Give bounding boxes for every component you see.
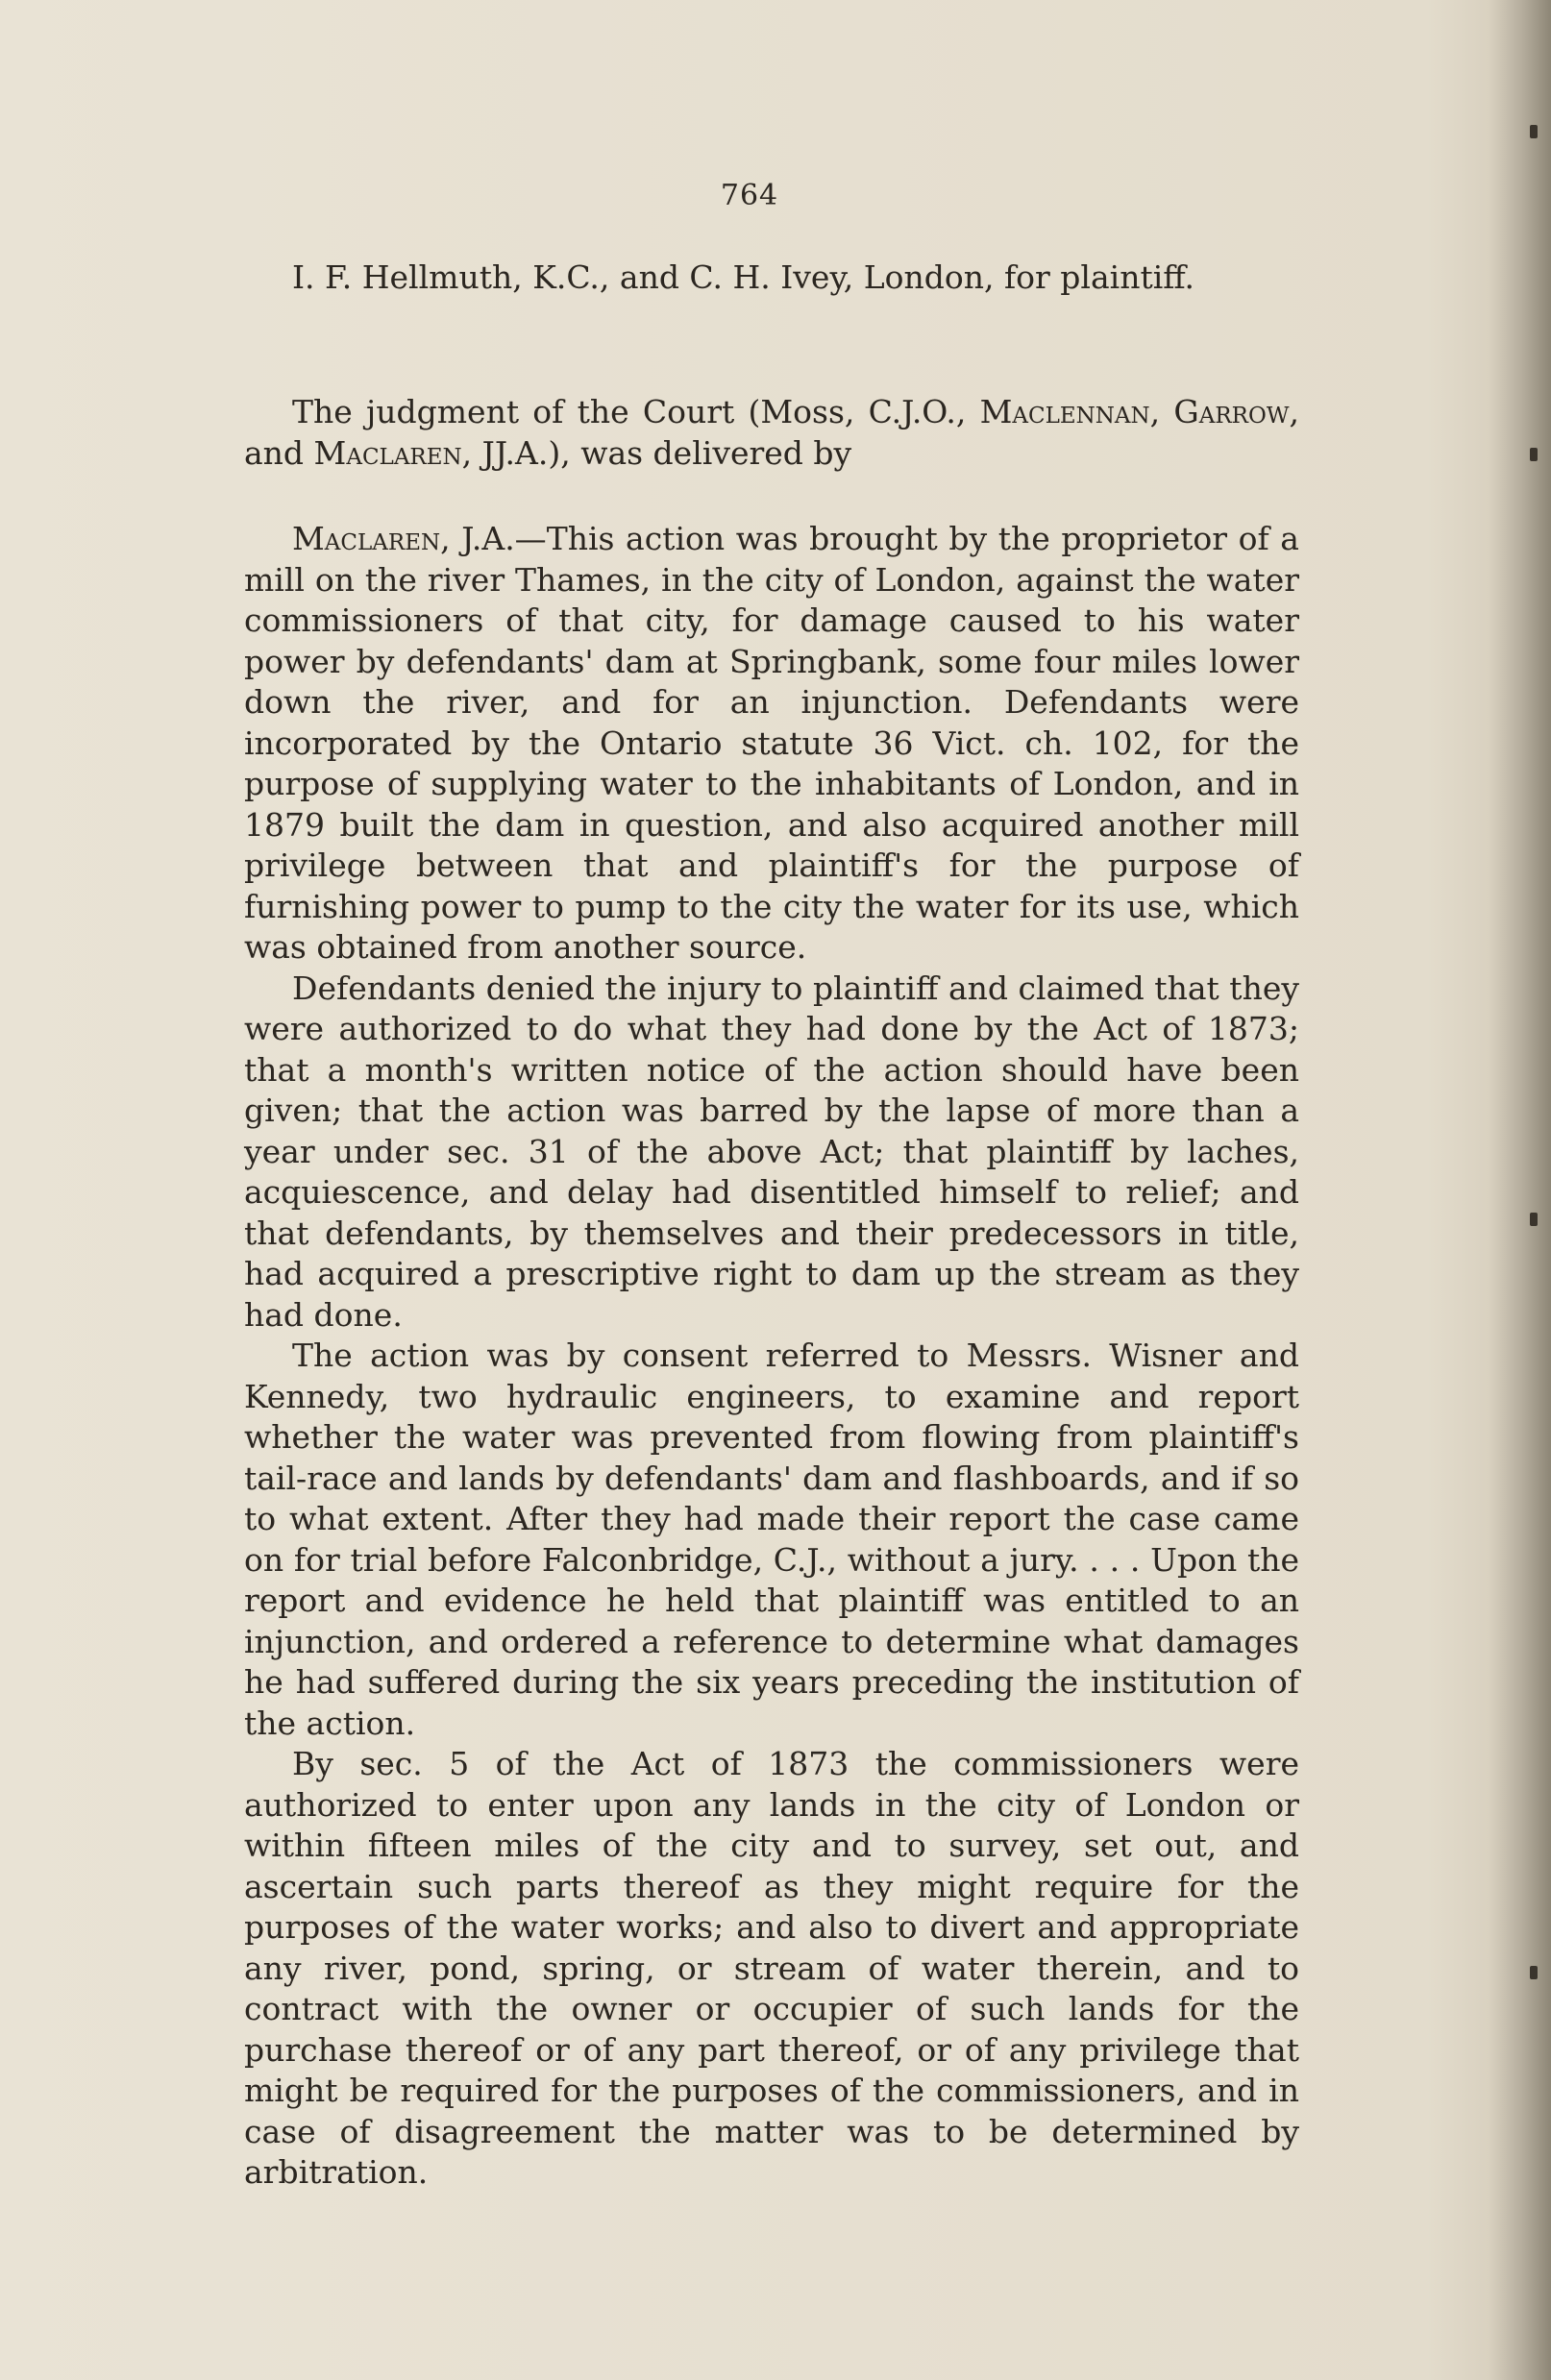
judge-name: Maclaren [313, 433, 462, 472]
opinion-speaker-suffix: , J.A.— [440, 520, 547, 557]
judgment-intro-paragraph [244, 392, 1299, 474]
counsel-section [244, 258, 1299, 299]
binding-mark [1530, 125, 1538, 138]
opinion-text: This action was brought by the proprietor of a mill on the river Thames, in the city of London, against the water commissioners of that city, for damage caused to his water power by defendants' dam at Springbank, some four miles lower down the river, and for an injunction. Defendants were incorporated by the Ontario statute 36 Vict. ch. 102, for the purpose of supplying water to the inhabitants of London, and in 1879 built the dam in question, and also acquired another mill privilege between that and plaintiff's for the purpose of furnishing power to pump to the city the water for its use, which was obtained from another source. [244, 520, 1299, 966]
judgment-intro-separator: , and [244, 393, 1299, 472]
binding-mark [1530, 448, 1538, 461]
binding-mark [1530, 1213, 1538, 1226]
judgment-intro-suffix: , JJ.A.), was delivered by [461, 433, 852, 472]
binding-mark [1530, 1966, 1538, 1979]
judgment-intro-prefix: The judgment of the Court (Moss, C.J.O., [292, 393, 980, 430]
opinion-paragraph-4: By sec. 5 of the Act of 1873 the commissioners were authorized to enter upon any lands in the city of London or within fifteen miles of the city and to survey, set out, and ascertain such parts thereof as they might require for the purposes of the water works; and also to divert and appropriate any river, pond, spring, or stream of water therein, and to contract with the owner or occupier of such lands for the purchase thereof or of any part thereof, or of any privilege that might be required for the purposes of the commissioners, and in case of disagreement the matter was to be determined by arbitration. [244, 1745, 1299, 2191]
opinion-section [244, 519, 1299, 2194]
opinion-speaker: Maclaren [292, 520, 441, 557]
judge-name: Maclennan [979, 393, 1150, 430]
counsel-paragraph: I. F. Hellmuth, K.C., and C. H. Ivey, London, for plaintiff. [292, 258, 1195, 296]
opinion-paragraph-3: The action was by consent referred to Messrs. Wisner and Kennedy, two hydraulic engineers, to examine and report whether the water was prevented from flowing from plaintiff's tail-race and lands by defendants' dam and flashboards, and if so to what extent. After they had made their report the case came on for trial before Falconbridge, C.J., without a jury. . . . Upon the report and evidence he held that plaintiff was entitled to an injunction, and ordered a reference to determine what damages he had suffered during the six years preceding the institution of the action. [244, 1337, 1299, 1742]
judge-name: Garrow [1173, 393, 1290, 430]
page-number: 764 [720, 179, 779, 212]
opinion-paragraph-1 [244, 519, 1299, 969]
opinion-paragraph-2: Defendants denied the injury to plaintiff and claimed that they were authorized to do what they had done by the Act of 1873; that a month's written notice of the action should have been given; that the action was barred by the lapse of more than a year under sec. 31 of the above Act; that plaintiff by laches, acquiescence, and delay had disentitled himself to relief; and that defendants, by themselves and their predecessors in title, had acquired a prescriptive right to dam up the stream as they had done. [244, 969, 1299, 1334]
judgment-intro-separator: , [1149, 393, 1174, 430]
judgment-intro-section [244, 392, 1299, 474]
